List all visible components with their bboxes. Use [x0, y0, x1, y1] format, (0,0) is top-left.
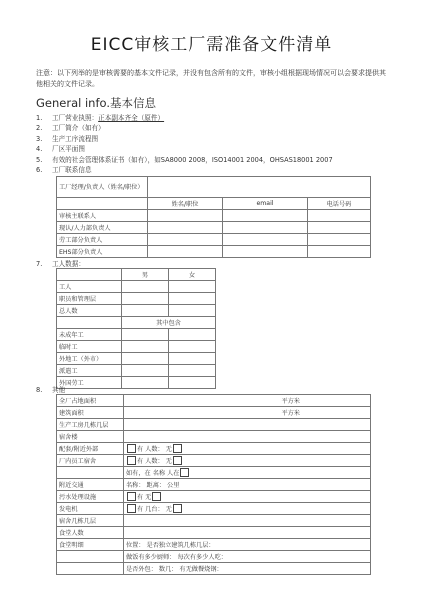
- table-row: EHS部分负责人: [57, 246, 371, 258]
- table-row: 配套/附近外部 有 人数： 无: [57, 443, 371, 455]
- table-row: 派遣工: [57, 365, 216, 377]
- checkbox-icon[interactable]: [173, 504, 182, 513]
- note-paragraph: 注意：以下列举的是审核需要的基本文件记录，并没有包含所有的文件，审核小组根据现场情况可以会要求提供其他相关的文件记录。: [36, 69, 386, 88]
- checkbox-icon[interactable]: [127, 492, 136, 501]
- worker-header-female: 女: [169, 269, 216, 281]
- contact-header-email: email: [223, 198, 308, 210]
- table-row: 做饭有多少厨师： 每次有多少人吃：: [57, 551, 371, 563]
- contact-header-phone: 电话号码: [308, 198, 371, 210]
- table-row: 污水处理设施 有 无: [57, 491, 371, 503]
- worker-subheader: 其中包含: [122, 317, 216, 329]
- table-row: 外地工（外市）: [57, 353, 216, 365]
- list-item: 2. 工厂简介（如有）: [36, 124, 105, 133]
- worker-header-male: 男: [122, 269, 169, 281]
- checkbox-icon[interactable]: [173, 444, 182, 453]
- table-row: 是否外包： 数几： 有无做餐烧钢：: [57, 563, 371, 575]
- checkbox-icon[interactable]: [173, 456, 182, 465]
- section-8-label: 8. 其他: [36, 386, 66, 394]
- list-item: 6. 工厂联系信息: [36, 166, 92, 175]
- table-row: 建筑面积 平方米: [57, 407, 371, 419]
- worker-table: [56, 268, 216, 389]
- checkbox-icon[interactable]: [152, 492, 161, 501]
- table-row: 劳工部分负责人: [57, 234, 371, 246]
- business-license-value: 正本副本齐全（原件）: [98, 114, 165, 122]
- contact-top-label: 工厂经理/负责人（姓名/职位）: [57, 177, 148, 198]
- list-item: 4. 厂区平面图: [36, 145, 85, 154]
- checkbox-icon[interactable]: [180, 468, 189, 477]
- table-row: 附近交通 名称： 距离： 公里: [57, 479, 371, 491]
- other-info-table: [56, 394, 371, 575]
- list-item: 3. 生产工序流程图: [36, 134, 99, 143]
- table-row: 食堂明细 位置： 是否独立建筑几栋几层：: [57, 539, 371, 551]
- contact-header-name: 姓名/职位: [148, 198, 223, 210]
- table-row: 工人: [57, 281, 216, 293]
- list-item: 1. 工厂营业执照： 正本副本齐全（原件）: [36, 114, 165, 122]
- checkbox-icon[interactable]: [127, 504, 136, 513]
- list-item: 5. 有效的社会管理体系证书（如有），如SA8000 2008，ISO14001 2004，OHSAS18001 2007: [36, 155, 333, 164]
- document-title: EICC审核工厂需准备文件清单: [90, 35, 333, 55]
- table-row: 外国劳工: [57, 377, 216, 389]
- table-row: 职员和管理层: [57, 293, 216, 305]
- table-row: 宿舍几栋几层: [57, 515, 371, 527]
- table-row: 未成年工: [57, 329, 216, 341]
- table-row: 如有，在 名称 人在: [57, 467, 371, 479]
- table-row: 审核主联系人: [57, 210, 371, 222]
- table-row: 生产工房几栋几层: [57, 419, 371, 431]
- section-7-label: 7. 工人数据：: [36, 260, 85, 268]
- table-row: 厂内员工宿舍 有 人数： 无: [57, 455, 371, 467]
- table-row: 全厂占地面积 平方米: [57, 395, 371, 407]
- table-row: 宿舍楼: [57, 431, 371, 443]
- table-row: 发电机 有 几台： 无: [57, 503, 371, 515]
- table-row: 总人数: [57, 305, 216, 317]
- general-info-heading: General info.基本信息: [36, 96, 156, 110]
- checkbox-icon[interactable]: [127, 444, 136, 453]
- table-row: 食堂人数: [57, 527, 371, 539]
- checkbox-row: 有 人数： 无: [124, 443, 371, 455]
- table-row: 临时工: [57, 341, 216, 353]
- checkbox-icon[interactable]: [127, 456, 136, 465]
- contact-table: [56, 176, 371, 258]
- general-info-list: [36, 113, 396, 175]
- table-row: 现认/人力部负责人: [57, 222, 371, 234]
